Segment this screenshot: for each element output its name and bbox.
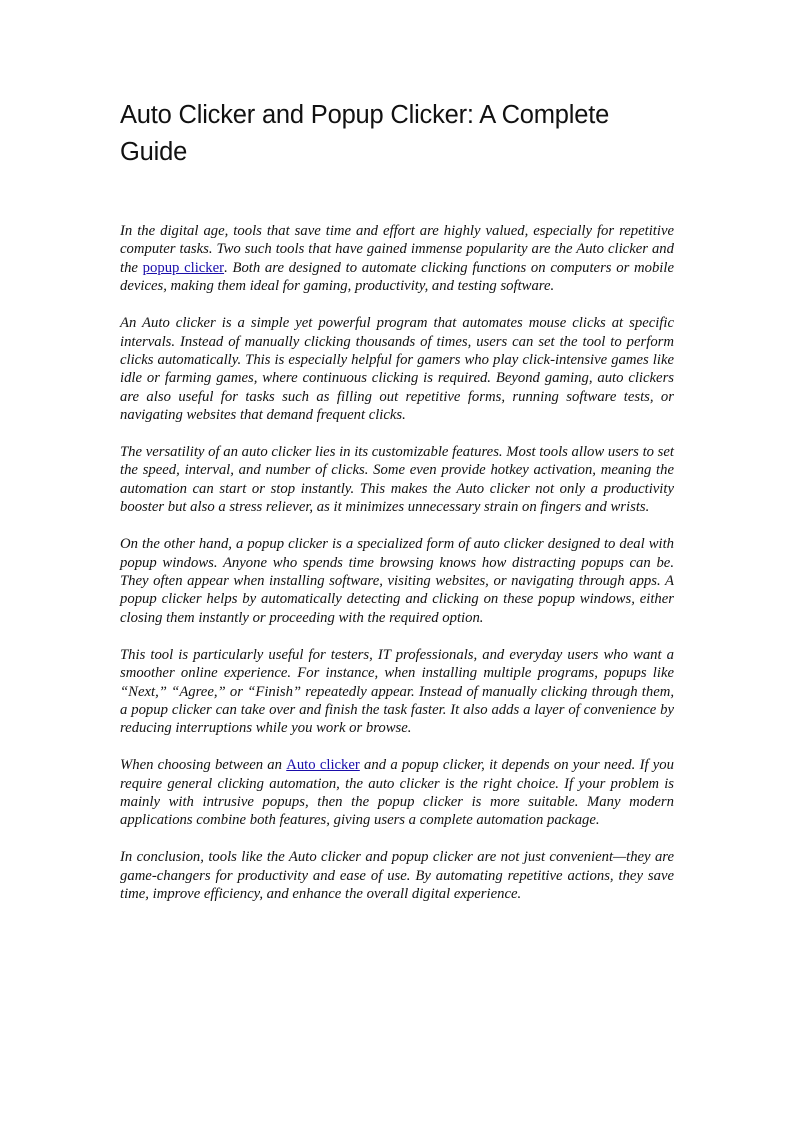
- paragraph-conclusion: In conclusion, tools like the Auto clicker and popup clicker are not just convenient—they are game-changers for productivity and ease of use. By automating repetitive actions, they save time, improve efficiency, and enhance the overall digital experience.: [120, 849, 674, 903]
- paragraph-choosing-text-end: and a popup clicker, it depends on your need. If you require general clicking automation, the auto clicker is the right choice. If your problem is mainly with intrusive popups, then the popup clicker is more suitable. Many modern applications combine both features, giving users a complete automation package.: [120, 757, 674, 829]
- paragraph-intro-text-start: In the digital age, tools that save time and effort are highly valued, especially for repetitive computer tasks. Two such tools that have gained immense popularity are the Auto clicker and the: [120, 223, 674, 276]
- paragraph-choosing-text-start: When choosing between an: [120, 757, 287, 774]
- page-title: Auto Clicker and Popup Clicker: A Complete Guide: [120, 101, 610, 166]
- paragraph-use-cases: This tool is particularly useful for testers, IT professionals, and everyday users who want a smoother online experience. For instance, when installing multiple programs, popups like “Next,” “Agree,” or “Finish” repeatedly appear. Instead of manually clicking through them, a popup clicker can take over and finish the task faster. It also adds a layer of convenience by reducing interruptions while you work or browse.: [120, 646, 674, 737]
- popup-clicker-link[interactable]: popup clicker: [142, 259, 225, 276]
- paragraph-auto-clicker: An Auto clicker is a simple yet powerful program that automates mouse clicks at specific intervals. Instead of manually clicking thousands of times, users can set the tool to perform clicks automatically. This is especially helpful for gamers who play click-intensive games like idle or farming games, where continuous clicking is required. Beyond gaming, auto clickers are also useful for tasks such as filling out repetitive forms, running software tests, or navigating websites that demand frequent clicks.: [120, 315, 674, 424]
- article-body: [120, 222, 674, 922]
- paragraph-intro: [120, 222, 674, 296]
- paragraph-intro-text-end: . Both are designed to automate clicking functions on computers or mobile devices, making them ideal for gaming, productivity, and testing software.: [120, 259, 674, 295]
- paragraph-popup-clicker: On the other hand, a popup clicker is a specialized form of auto clicker designed to deal with popup windows. Anyone who spends time browsing knows how distracting popups can be. They often appear when installing software, visiting websites, or navigating through apps. A popup clicker helps by automatically detecting and clicking on these popup windows, either closing them instantly or proceeding with the required option.: [120, 536, 674, 626]
- paragraph-versatility: The versatility of an auto clicker lies in its customizable features. Most tools allow users to set the speed, interval, and number of clicks. Some even provide hotkey activation, meaning the automation can start or stop instantly. This makes the Auto clicker not only a productivity booster but also a stress reliever, as it minimizes unnecessary strain on fingers and wrists.: [120, 444, 674, 516]
- paragraph-choosing: [120, 756, 674, 830]
- auto-clicker-link[interactable]: Auto clicker: [286, 757, 360, 774]
